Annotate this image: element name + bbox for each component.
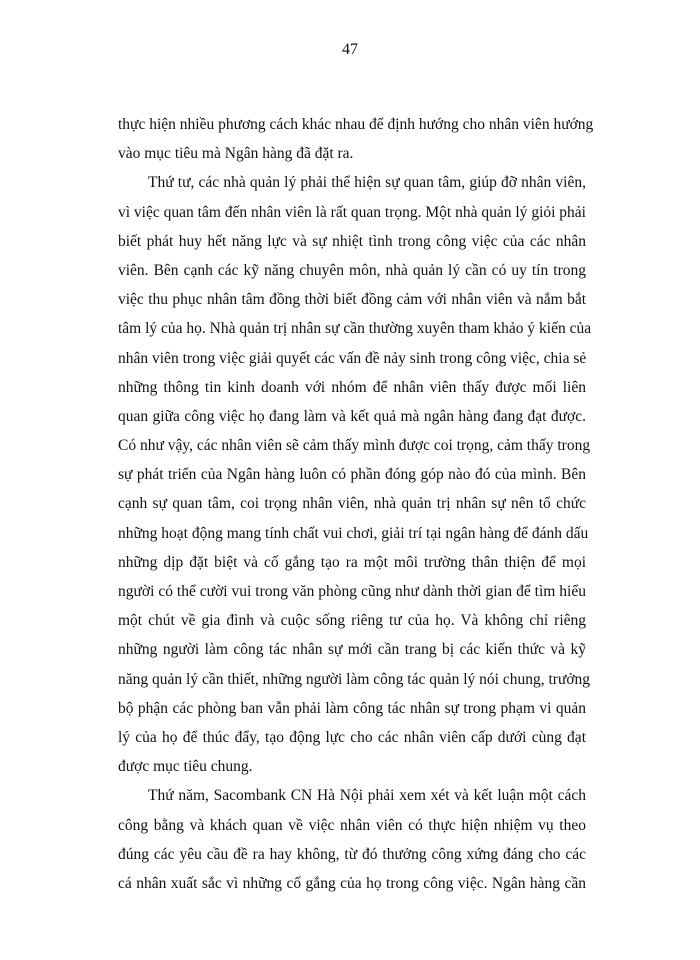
page-number: 47 (342, 41, 358, 58)
text-line: công bằng và khách quan về việc nhân viên có thực hiện nhiệm vụ theo (118, 816, 586, 834)
text-line: biết phát huy hết năng lực và sự nhiệt tình trong công việc của các nhân (118, 232, 586, 250)
text-line: nhân viên trong việc giải quyết các vấn đề nảy sinh trong công việc, chia sẻ (118, 349, 587, 367)
text-line: cạnh sự quan tâm, coi trọng nhân viên, nhà quản trị nhân sự nên tổ chức (118, 495, 586, 513)
text-line: tâm lý của họ. Nhà quản trị nhân sự cần thường xuyên tham khảo ý kiến của (118, 320, 592, 338)
text-line: Có như vậy, các nhân viên sẽ cảm thấy mình được coi trọng, cảm thấy trong (118, 437, 591, 455)
paragraph (118, 168, 592, 781)
paragraph (118, 110, 594, 168)
text-line: năng quản lý cần thiết, những người làm công tác quản lý nói chung, trưởng (118, 670, 591, 688)
text-line: lý của họ để thúc đẩy, tạo động lực cho các nhân viên cấp dưới cùng đạt (118, 728, 586, 746)
text-line: Thứ năm, Sacombank CN Hà Nội phải xem xét và kết luận một cách (148, 787, 586, 805)
text-line: bộ phận các phòng ban vẫn phải làm công tác nhân sự trong phạm vi quản (118, 699, 586, 717)
text-line: một chút về gia đình và cuộc sống riêng tư của họ. Và không chỉ riêng (118, 612, 586, 630)
text-line: cá nhân xuất sắc vì những cố gắng của họ trong công việc. Ngân hàng cần (118, 874, 586, 892)
text-line: thực hiện nhiều phương cách khác nhau để định hướng cho nhân viên hướng (118, 116, 594, 133)
text-line: những hoạt động mang tính chất vui chơi, giải trí tại ngân hàng để đánh dấu (118, 524, 589, 542)
text-line: quan giữa công việc họ đang làm và kết quả mà ngân hàng đang đạt được. (118, 407, 586, 425)
text-line: người có thể cười vui trong văn phòng cũng như dành thời gian để tìm hiểu (118, 583, 586, 600)
text-line: việc thu phục nhân tâm đồng thời biết đồng cảm với nhân viên và nắm bắt (118, 291, 586, 309)
text-line: vào mục tiêu mà Ngân hàng đã đặt ra. (118, 145, 354, 163)
text-line: sự phát triển của Ngân hàng luôn có phần đóng góp nào đó của mình. Bên (118, 466, 586, 484)
text-line: những người làm công tác nhân sự mới cần trang bị các kiến thức và kỹ (118, 641, 586, 659)
text-line: những thông tin kinh doanh với nhóm để nhân viên thấy được mối liên (118, 378, 586, 396)
text-line: những dịp đặt biệt và cố gắng tạo ra một môi trường thân thiện để mọi (118, 553, 586, 571)
text-line: đúng các yêu cầu đề ra hay không, từ đó thưởng công xứng đáng cho các (118, 845, 586, 863)
paragraph (118, 781, 586, 898)
text-line: vì việc quan tâm đến nhân viên là rất quan trọng. Một nhà quản lý giỏi phải (118, 203, 586, 221)
text-line: viên. Bên cạnh các kỹ năng chuyên môn, nhà quản lý cần có uy tín trong (118, 261, 586, 279)
text-line: được mục tiêu chung. (118, 758, 253, 776)
text-line: Thứ tư, các nhà quản lý phải thể hiện sự quan tâm, giúp đỡ nhân viên, (148, 174, 586, 192)
document-body (118, 110, 594, 898)
